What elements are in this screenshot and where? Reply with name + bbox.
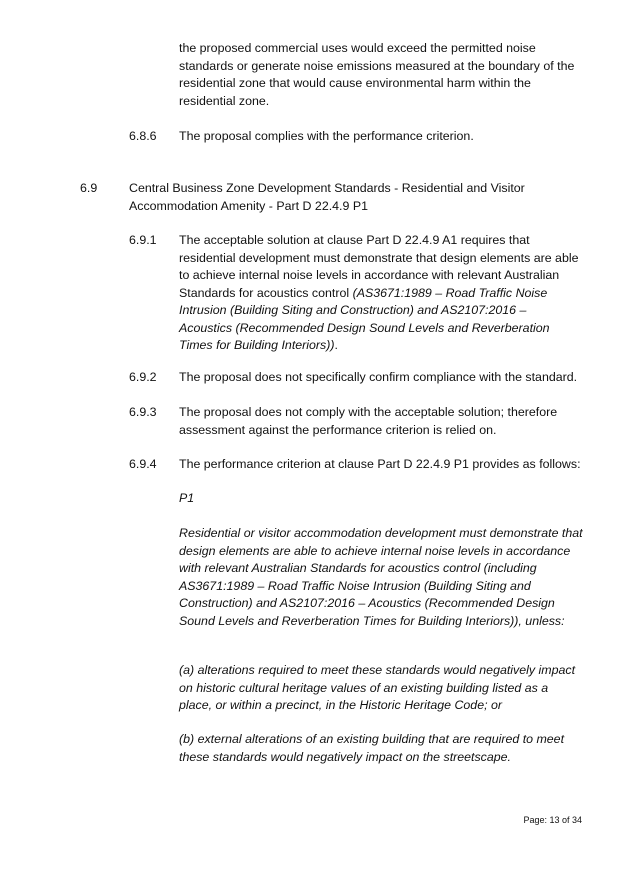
page-number: Page: 13 of 34: [523, 815, 582, 825]
clause-6-9-4-text: The performance criterion at clause Part D 22.4.9 P1 provides as follows:: [179, 457, 581, 471]
clause-number-6-9-2: 6.9.2: [129, 370, 157, 384]
clause-number-6-9-3: 6.9.3: [129, 405, 157, 419]
section-number-6-9: 6.9: [80, 181, 98, 195]
clause-6-9-3-text: The proposal does not comply with the acceptable solution; therefore assessment against the performance criterion is relied on.: [179, 405, 558, 437]
continuation-paragraph: the proposed commercial uses would exceed the permitted noise standards or generate noise emissions measured at the boundary of the residential zone that would cause environmental harm within the residential zone.: [179, 41, 575, 108]
clause-6-8-6-text: The proposal complies with the performance criterion.: [179, 129, 474, 143]
quote-label: P1: [179, 491, 195, 505]
quote-item-b: (b) external alterations of an existing building that are required to meet these standards would negatively impact on the streetscape.: [179, 732, 565, 764]
clause-number-6-9-4: 6.9.4: [129, 457, 157, 471]
clause-6-9-1-text: [179, 232, 579, 355]
clause-6-9-1-end: .: [334, 338, 338, 352]
quote-body: Residential or visitor accommodation development must demonstrate that design elements are able to achieve internal noise levels in accordance with relevant Australian Standards for acoustics control (including AS3671:1989 – Road Traffic Noise Intrusion (Building Siting and Construction) and AS2107:2016 – Acoustics (Recommended Design Sound Levels and Reverberation Times for Building Interiors)), unless:: [179, 526, 583, 628]
clause-number-6-9-1: 6.9.1: [129, 233, 157, 247]
clause-number-6-8-6: 6.8.6: [129, 129, 157, 143]
quote-item-a: (a) alterations required to meet these standards would negatively impact on historic cultural heritage values of an existing building listed as a place, or within a precinct, in the Historic Heritage Code; or: [179, 663, 576, 712]
clause-6-9-1-standards-citation: (AS3671:1989 – Road Traffic Noise Intrusion (Building Siting and Construction) and AS2107:2016 – Acoustics (Recommended Design Sound Levels and Reverberation Times for Building Interiors)): [179, 285, 550, 352]
clause-6-9-1-body: The acceptable solution at clause Part D 22.4.9 A1 requires that residential development must demonstrate that design elements are able to achieve internal noise levels in accordance with relevant Australian Standards for acoustics control: [179, 233, 579, 300]
clause-6-9-2-text: The proposal does not specifically confirm compliance with the standard.: [179, 370, 578, 384]
section-6-9-heading: Central Business Zone Development Standards - Residential and Visitor Accommodation Amenity - Part D 22.4.9 P1: [129, 181, 525, 213]
